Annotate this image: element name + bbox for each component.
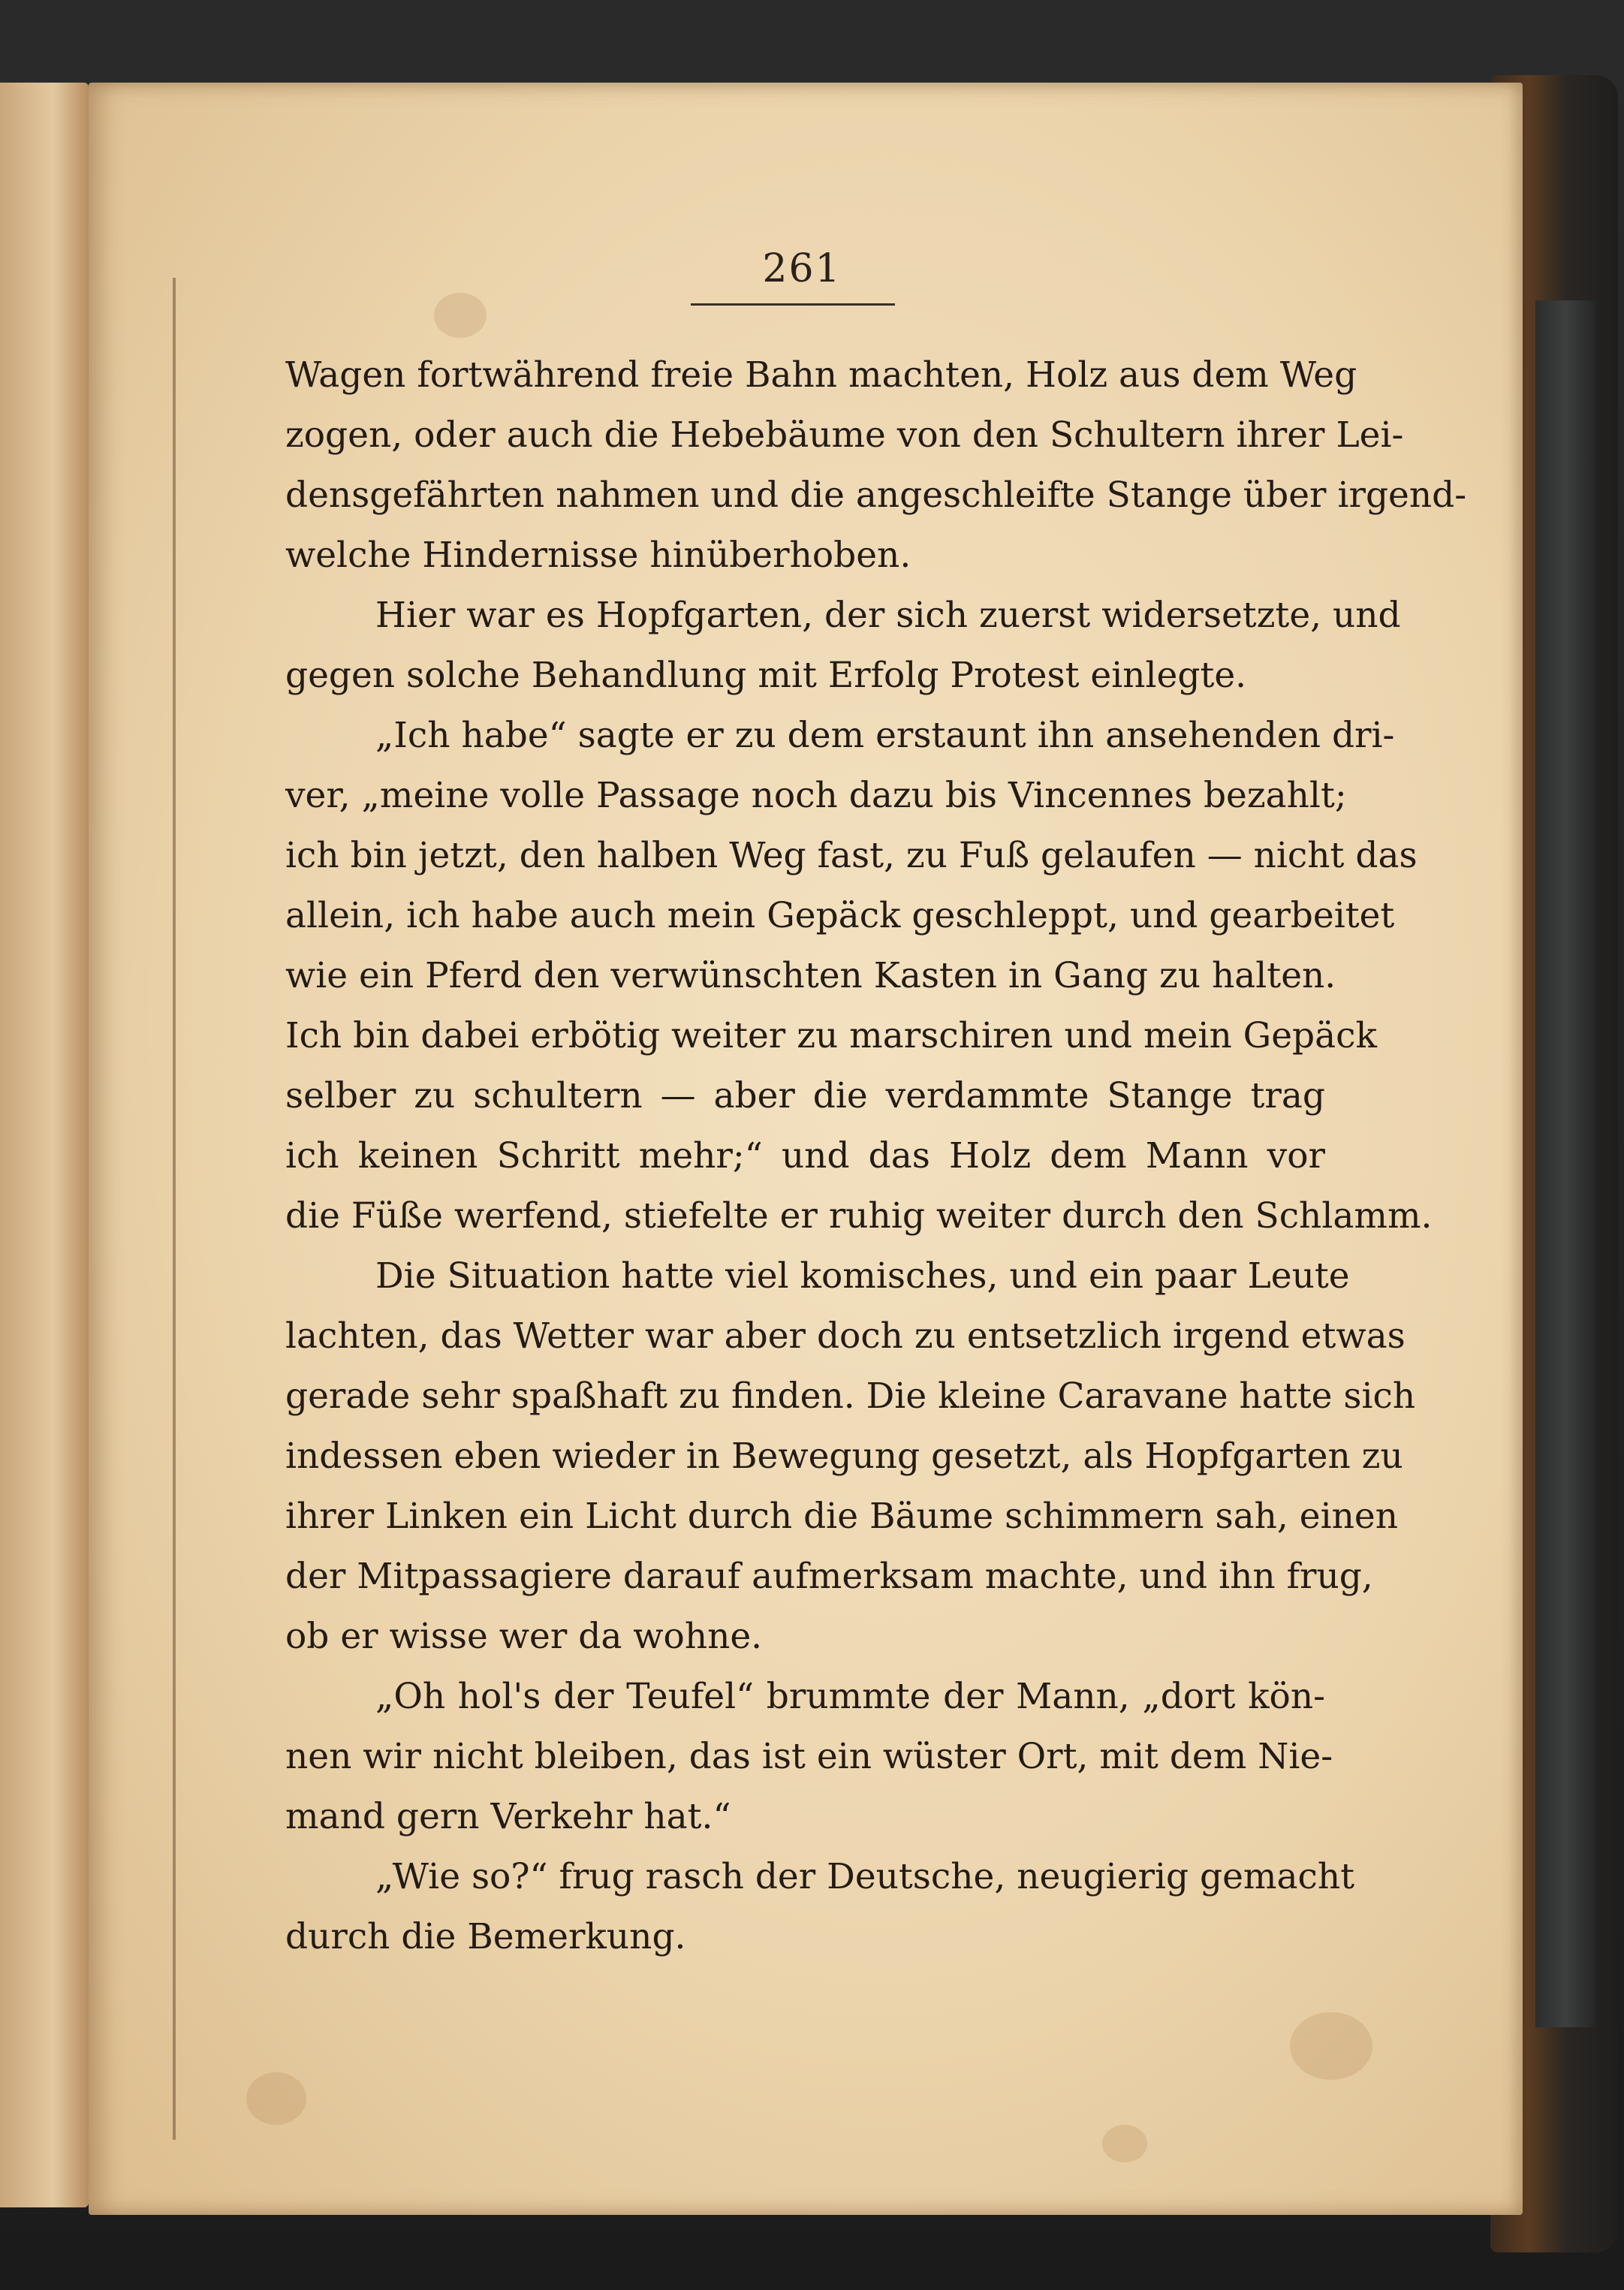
text-line: Hier war es Hopfgarten, der sich zuerst widersetzte, und [375,595,1401,636]
text-line: „Ich habe“ sagte er zu dem erstaunt ihn ansehenden dri- [375,715,1395,756]
body-text [285,345,1467,1967]
page-number: 261 [762,246,842,291]
text-line: mand gern Verkehr hat.“ [285,1796,731,1837]
text-line: welche Hindernisse hinüberhoben. [285,535,911,576]
text-line: ihrer Linken ein Licht durch die Bäume schimmern sah, einen [285,1496,1398,1537]
text-line: gerade sehr spaßhaft zu finden. Die kleine Caravane hatte sich [285,1376,1416,1417]
text-line: Die Situation hatte viel komisches, und ein paar Leute [375,1255,1350,1297]
cover-board [1535,300,1595,2027]
left-page-edge [0,83,89,2207]
text-line: die Füße werfend, stiefelte er ruhig weiter durch den Schlamm. [285,1195,1433,1237]
text-line: ver, „meine volle Passage noch dazu bis Vincennes bezahlt; [285,775,1347,816]
paper-stain [1102,2125,1147,2162]
paper-stain [1290,2012,1372,2080]
header-rule [691,303,895,306]
text-line: densgefährten nahmen und die angeschleifte Stange über irgend- [285,475,1467,516]
text-line: indessen eben wieder in Bewegung gesetzt, als Hopfgarten zu [285,1436,1403,1477]
gutter-shadow [173,278,176,2140]
text-line: zogen, oder auch die Hebebäume von den Schultern ihrer Lei- [285,414,1404,456]
text-line: lachten, das Wetter war aber doch zu entsetzlich irgend etwas [285,1315,1406,1357]
text-line: selber zu schultern — aber die verdammte Stange trag [285,1075,1325,1116]
text-line: „Oh hol's der Teufel“ brummte der Mann, „dort kön- [375,1676,1325,1717]
text-line: Ich bin dabei erbötig weiter zu marschiren und mein Gepäck [285,1015,1377,1056]
text-line: ob er wisse wer da wohne. [285,1616,763,1657]
text-line: durch die Bemerkung. [285,1916,686,1957]
text-line: nen wir nicht bleiben, das ist ein wüster Ort, mit dem Nie- [285,1736,1333,1777]
paper-stain [246,2072,306,2125]
text-line: wie ein Pferd den verwünschten Kasten in Gang zu halten. [285,955,1336,996]
text-line: ich bin jetzt, den halben Weg fast, zu Fuß gelaufen — nicht das [285,835,1418,876]
text-line: Wagen fortwährend freie Bahn machten, Holz aus dem Weg [285,354,1357,396]
text-line: gegen solche Behandlung mit Erfolg Protest einlegte. [285,655,1247,696]
text-line: „Wie so?“ frug rasch der Deutsche, neugierig gemacht [375,1856,1354,1897]
paper-stain [434,293,487,338]
text-line: allein, ich habe auch mein Gepäck geschleppt, und gearbeitet [285,895,1395,936]
text-line: der Mitpassagiere darauf aufmerksam machte, und ihn frug, [285,1556,1373,1597]
text-line: ich keinen Schritt mehr;“ und das Holz dem Mann vor [285,1135,1325,1177]
